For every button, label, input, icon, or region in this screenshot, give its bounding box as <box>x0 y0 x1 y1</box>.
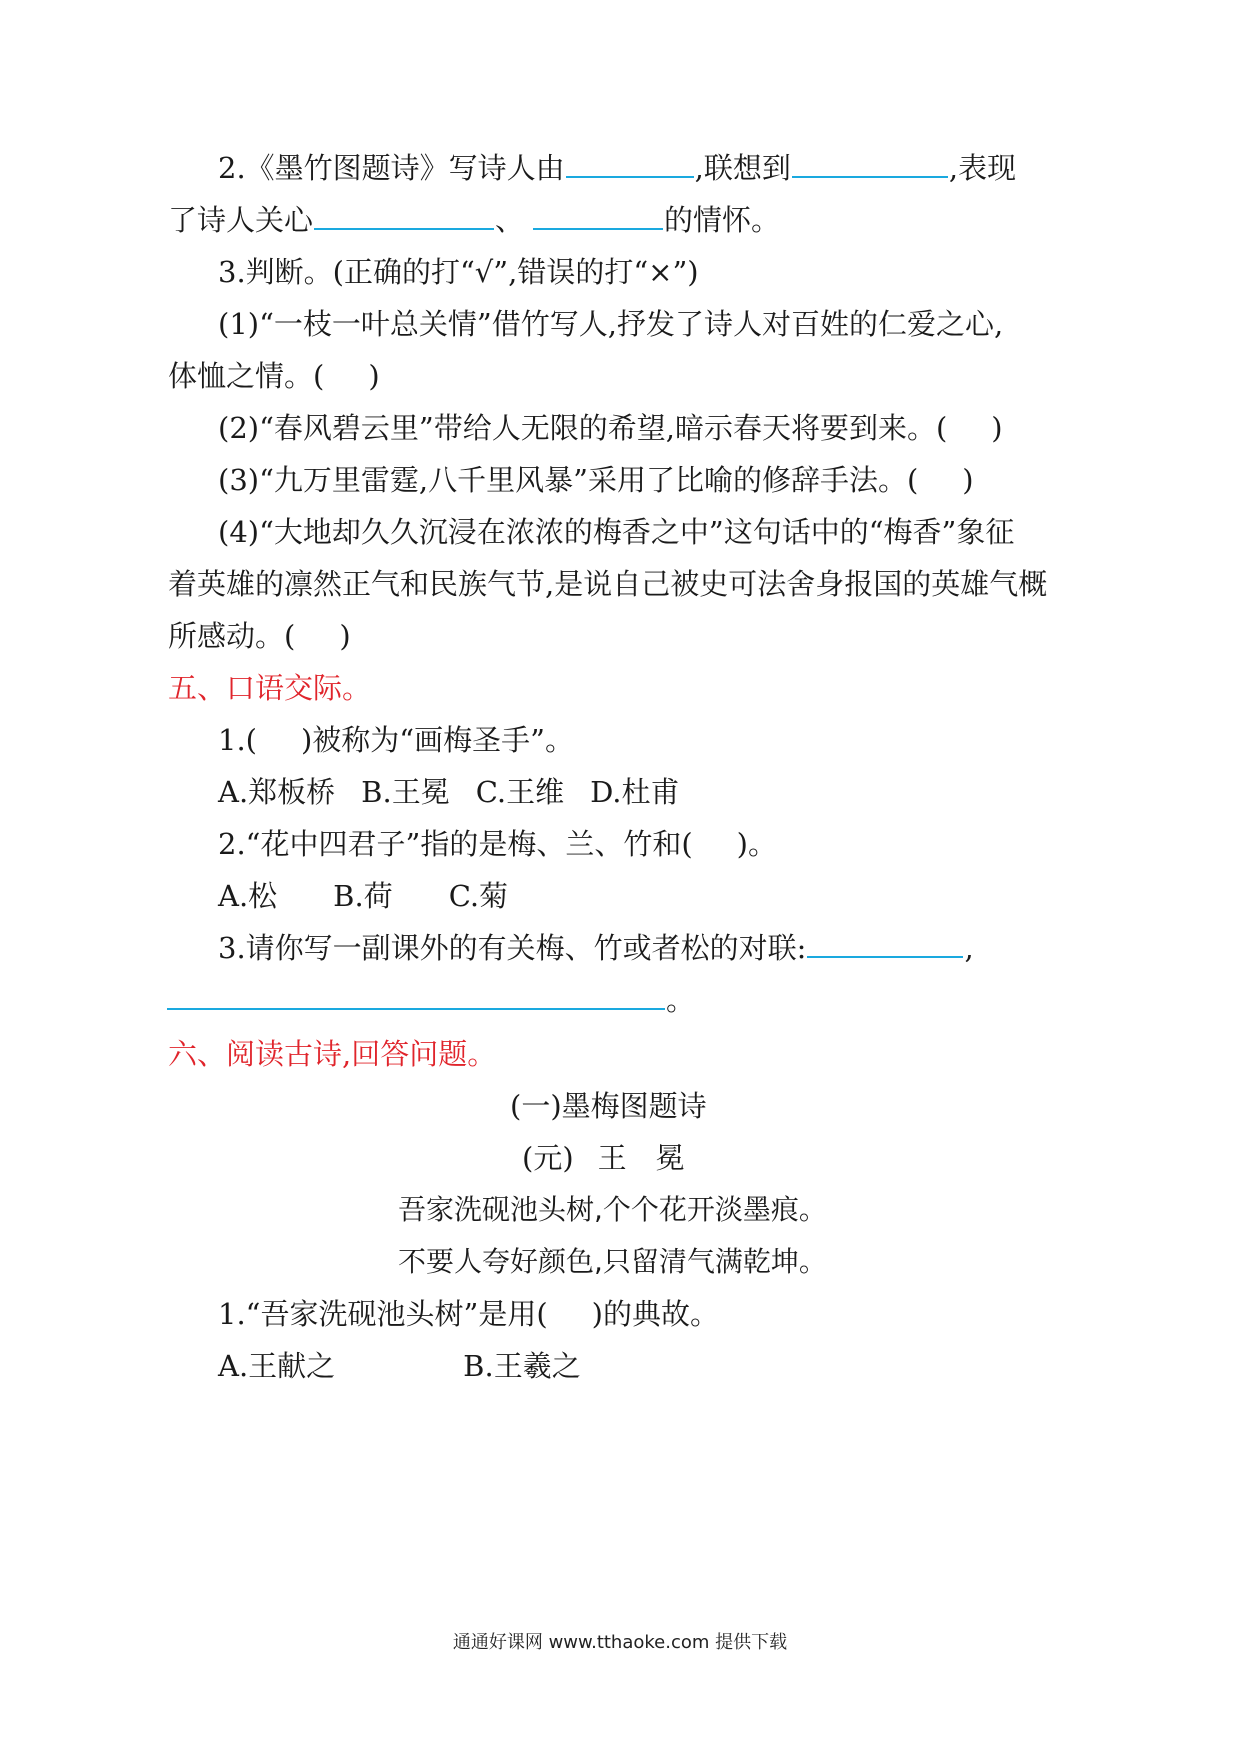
option-a[interactable]: A.松 <box>218 879 278 913</box>
q4-item3-s1-cont: 体恤之情。( ) <box>168 359 380 393</box>
option-a[interactable]: A.郑板桥 <box>218 775 336 809</box>
option-d[interactable]: D.杜甫 <box>590 775 680 809</box>
section5-q3: 3.请你写一副课外的有关梅、竹或者松的对联: , <box>218 931 974 965</box>
poem-byline: (元) 王 冕 <box>522 1141 685 1175</box>
poem-line-2: 不要人夸好颜色,只留清气满乾坤。 <box>398 1245 827 1278</box>
option-b[interactable]: B.王冕 <box>361 775 450 809</box>
q4-item3-s2: (2)“春风碧云里”带给人无限的希望,暗示春天将要到来。( ) <box>218 411 1003 445</box>
q4-item3-title: 3.判断。(正确的打“√”,错误的打“×”) <box>218 255 699 289</box>
option-c[interactable]: C.王维 <box>475 775 565 809</box>
section6-q1: 1.“吾家洗砚池头树”是用( )的典故。 <box>218 1297 719 1331</box>
section5-q2: 2.“花中四君子”指的是梅、兰、竹和( )。 <box>218 827 777 861</box>
poem-title: (一)墨梅图题诗 <box>510 1089 707 1123</box>
option-b[interactable]: B.荷 <box>333 879 393 913</box>
section5-q3-cont: 。 <box>166 980 695 1020</box>
section5-q2-options <box>218 876 508 916</box>
q4-item3-s4-cont: 着英雄的凛然正气和民族气节,是说自己被史可法舍身报国的英雄气概 <box>168 567 1048 601</box>
answer-blank[interactable] <box>533 202 663 230</box>
q4-item3-s1: (1)“一枝一叶总关情”借竹写人,抒发了诗人对百姓的仁爱之心, <box>218 307 1004 341</box>
section5-q1-options <box>218 772 680 812</box>
page-footer: 通通好课网 www.tthaoke.com 提供下载 <box>452 1632 788 1653</box>
q4-item2-line1: 2.《墨竹图题诗》写诗人由 ,联想到 ,表现 <box>218 151 1017 185</box>
option-b[interactable]: B.王羲之 <box>463 1349 581 1383</box>
option-a[interactable]: A.王献之 <box>218 1349 336 1383</box>
q4-item3-s3: (3)“九万里雷霆,八千里风暴”采用了比喻的修辞手法。( ) <box>218 463 974 497</box>
section6-q1-options <box>218 1346 581 1386</box>
option-c[interactable]: C.菊 <box>448 879 509 913</box>
q4-item3-s4: (4)“大地却久久沉浸在浓浓的梅香之中”这句话中的“梅香”象征 <box>218 515 1015 549</box>
section5-q1: 1.( )被称为“画梅圣手”。 <box>218 723 574 757</box>
answer-blank[interactable] <box>807 930 963 958</box>
answer-blank[interactable] <box>314 202 494 230</box>
section5-heading: 五、口语交际。 <box>168 671 372 705</box>
answer-blank[interactable] <box>792 150 948 178</box>
q4-item2-line2: 了诗人关心 、 的情怀。 <box>168 203 781 237</box>
answer-blank[interactable] <box>566 150 694 178</box>
q4-item3-s4-end: 所感动。( ) <box>168 619 351 653</box>
section6-heading: 六、阅读古诗,回答问题。 <box>168 1037 497 1071</box>
poem-line-1: 吾家洗砚池头树,个个花开淡墨痕。 <box>398 1193 827 1226</box>
answer-blank[interactable] <box>167 982 665 1010</box>
